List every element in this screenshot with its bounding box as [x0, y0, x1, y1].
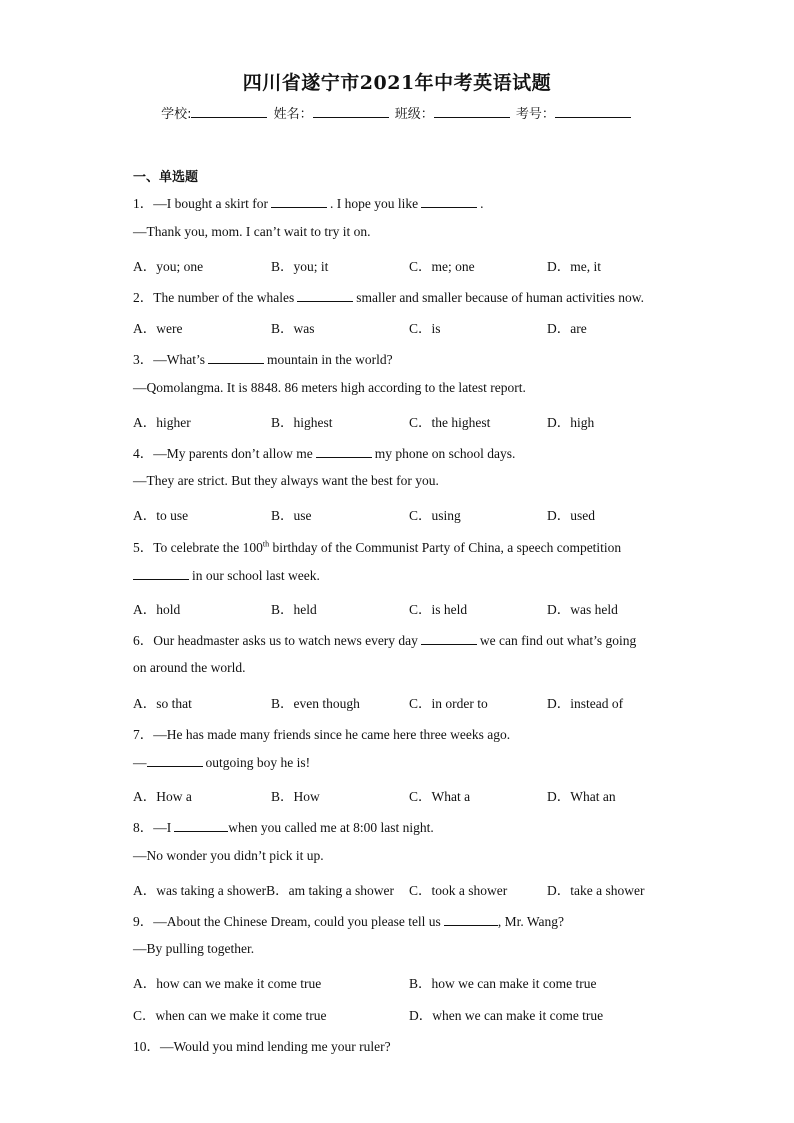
- q8-option-ab: A．was taking a showerB．am taking a shower: [133, 883, 394, 898]
- q3-option-b: B．highest: [271, 415, 333, 430]
- q4-option-b: B．use: [271, 508, 312, 523]
- question-6-cont: on around the world.: [133, 660, 246, 675]
- q7-option-a: A．How a: [133, 789, 192, 804]
- answer-blank: [208, 351, 264, 364]
- question-9: 9．—About the Chinese Dream, could you please tell us , Mr. Wang?: [133, 914, 564, 929]
- q5-option-c: C．is held: [409, 602, 468, 617]
- answer-blank: [316, 445, 372, 458]
- q7-option-b: B．How: [271, 789, 320, 804]
- q2-option-a: A．were: [133, 321, 183, 336]
- section-title: 一、单选题: [133, 170, 199, 185]
- school-label: 学校:: [161, 107, 192, 122]
- q6-option-c: C．in order to: [409, 696, 488, 711]
- exam-number-blank: [555, 104, 631, 118]
- question-1: 1．—I bought a skirt for . I hope you like .: [133, 196, 484, 211]
- q2-option-c: C．is: [409, 321, 441, 336]
- q6-option-a: A．so that: [133, 696, 192, 711]
- q4-option-c: C．using: [409, 508, 461, 523]
- class-blank: [434, 104, 510, 118]
- q9-option-d: D．when we can make it come true: [409, 1008, 604, 1023]
- q8-option-c: C．took a shower: [409, 883, 508, 898]
- answer-blank: [271, 195, 327, 208]
- question-7: 7．—He has made many friends since he came here three weeks ago.: [133, 727, 511, 742]
- answer-blank: [421, 632, 477, 645]
- q5-option-b: B．held: [271, 602, 317, 617]
- page-title: 四川省遂宁市2021年中考英语试题: [242, 72, 552, 94]
- answer-blank: [174, 819, 228, 832]
- exam-number-label: 考号：: [515, 107, 555, 122]
- question-6: 6．Our headmaster asks us to watch news every day we can find out what’s going: [133, 633, 637, 648]
- q6-option-b: B．even though: [271, 696, 360, 711]
- question-1-reply: —Thank you, mom. I can’t wait to try it on.: [133, 224, 371, 239]
- q5-option-a: A．hold: [133, 602, 181, 617]
- q1-option-a: A．you; one: [133, 259, 204, 274]
- question-8: 8．—I when you called me at 8:00 last night.: [133, 820, 434, 835]
- class-label: 班级：: [394, 107, 434, 122]
- question-4-reply: —They are strict. But they always want the best for you.: [133, 473, 439, 488]
- question-9-reply: —By pulling together.: [133, 941, 255, 956]
- question-3: 3．—What’s mountain in the world?: [133, 352, 393, 367]
- question-3-reply: —Qomolangma. It is 8848. 86 meters high according to the latest report.: [133, 380, 526, 395]
- answer-blank: [147, 754, 203, 767]
- answer-blank: [444, 913, 498, 926]
- q9-option-c: C．when can we make it come true: [133, 1008, 327, 1023]
- question-4: 4．—My parents don’t allow me my phone on school days.: [133, 446, 516, 461]
- q4-option-d: D．used: [547, 508, 595, 523]
- q7-option-c: C．What a: [409, 789, 471, 804]
- q2-option-d: D．are: [547, 321, 587, 336]
- q3-option-d: D．high: [547, 415, 595, 430]
- answer-blank: [421, 195, 477, 208]
- student-info-row: [0, 103, 794, 122]
- question-8-reply: —No wonder you didn’t pick it up.: [133, 848, 324, 863]
- q3-option-a: A．higher: [133, 415, 191, 430]
- q5-option-d: D．was held: [547, 602, 618, 617]
- q7-option-d: D．What an: [547, 789, 616, 804]
- school-blank: [191, 104, 267, 118]
- question-5: 5．To celebrate the 100th birthday of the Communist Party of China, a speech competition: [133, 539, 622, 555]
- name-blank: [313, 104, 389, 118]
- answer-blank: [297, 289, 353, 302]
- name-label: 姓名：: [273, 107, 313, 122]
- question-5-cont: in our school last week.: [133, 567, 320, 584]
- q1-option-b: B．you; it: [271, 259, 329, 274]
- question-2: 2．The number of the whales smaller and smaller because of human activities now.: [133, 290, 644, 305]
- q8-option-d: D．take a shower: [547, 883, 645, 898]
- q2-option-b: B．was: [271, 321, 315, 336]
- q1-option-c: C．me; one: [409, 259, 475, 274]
- q1-option-d: D．me, it: [547, 259, 601, 274]
- answer-blank: [133, 567, 189, 580]
- question-7-reply: — outgoing boy he is!: [133, 755, 311, 770]
- q4-option-a: A．to use: [133, 508, 189, 523]
- q6-option-d: D．instead of: [547, 696, 624, 711]
- question-10: 10．—Would you mind lending me your ruler?: [133, 1039, 391, 1054]
- q9-option-b: B．how we can make it come true: [409, 976, 597, 991]
- q3-option-c: C．the highest: [409, 415, 491, 430]
- q9-option-a: A．how can we make it come true: [133, 976, 322, 991]
